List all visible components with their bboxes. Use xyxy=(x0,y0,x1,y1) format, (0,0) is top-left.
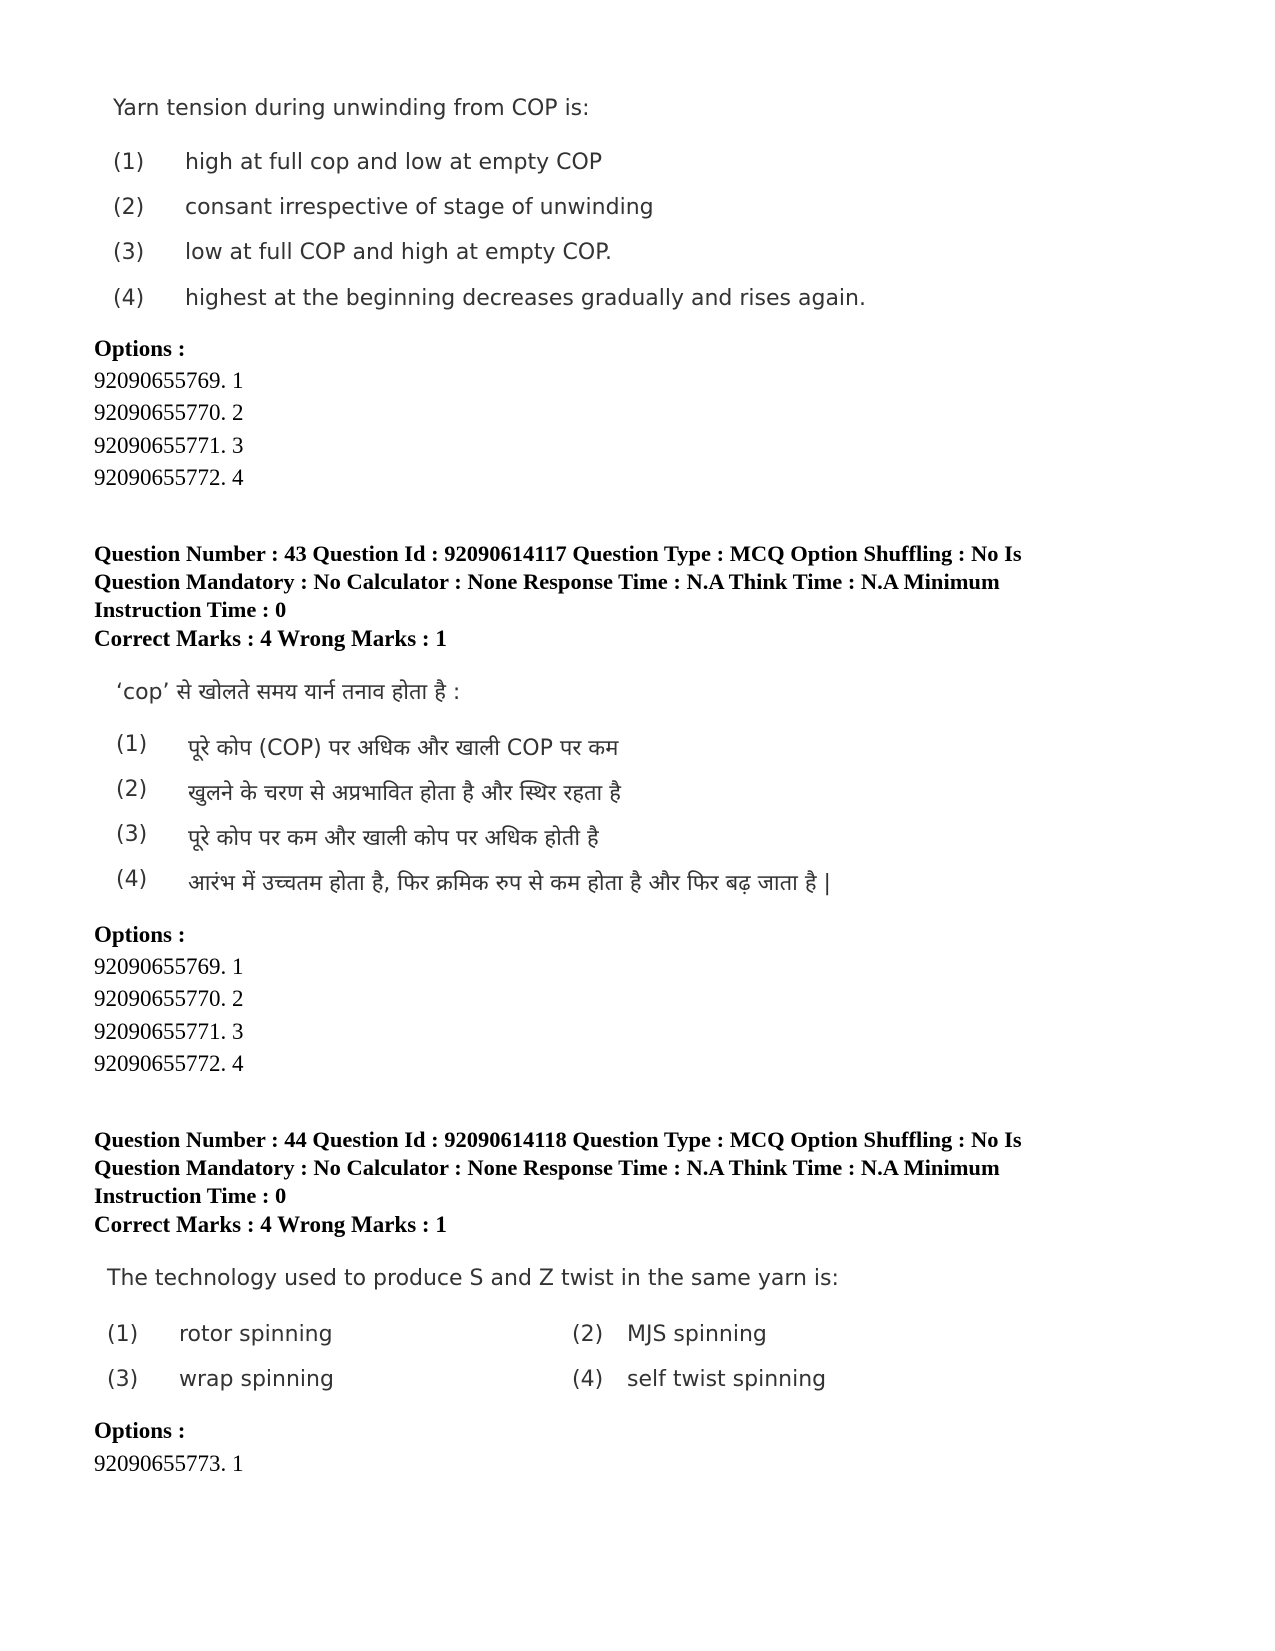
question-44-option-id-1: 92090655773. 1 xyxy=(94,1451,244,1476)
choice-text: high at full cop and low at empty COP xyxy=(185,150,603,175)
question-44-stem: The technology used to produce S and Z twist in the same yarn is: xyxy=(107,1266,839,1291)
question-43-choice-1 xyxy=(116,732,1016,762)
meta-line: Question Mandatory : No Calculator : None Response Time : N.A Think Time : N.A Minimum xyxy=(94,1155,1000,1180)
question-44-choice-2 xyxy=(572,1322,972,1350)
choice-text: rotor spinning xyxy=(179,1322,333,1347)
question-44-choice-4 xyxy=(572,1367,972,1395)
meta-line: Instruction Time : 0 xyxy=(94,597,287,622)
question-42-choice-2 xyxy=(113,195,913,223)
choice-text: wrap spinning xyxy=(179,1367,334,1392)
question-43-meta xyxy=(94,540,1194,624)
choice-text: self twist spinning xyxy=(627,1367,827,1392)
question-42-stem: Yarn tension during unwinding from COP is: xyxy=(113,96,590,121)
question-42-option-id-1: 92090655769. 1 xyxy=(94,368,244,393)
question-42-option-id-2: 92090655770. 2 xyxy=(94,400,244,425)
meta-line: Question Mandatory : No Calculator : None Response Time : N.A Think Time : N.A Minimum xyxy=(94,569,1000,594)
question-43-option-id-4: 92090655772. 4 xyxy=(94,1051,244,1076)
question-43-choice-3 xyxy=(116,822,1016,852)
question-44-choice-1 xyxy=(107,1322,507,1350)
choice-text: पूरे कोप पर कम और खाली कोप पर अधिक होती है xyxy=(188,826,599,851)
question-43-options-label: Options : xyxy=(94,922,186,947)
choice-text: पूरे कोप (COP) पर अधिक और खाली COP पर कम xyxy=(188,736,619,761)
choice-number: (1) xyxy=(113,150,145,175)
choice-text: खुलने के चरण से अप्रभावित होता है और स्थिर रहता है xyxy=(188,781,621,806)
choice-number: (4) xyxy=(113,286,145,311)
meta-line: Question Number : 43 Question Id : 92090614117 Question Type : MCQ Option Shuffling : No Is xyxy=(94,541,1022,566)
question-44-options-label: Options : xyxy=(94,1418,186,1443)
question-42-option-id-4: 92090655772. 4 xyxy=(94,465,244,490)
choice-number: (3) xyxy=(116,822,148,847)
choice-number: (1) xyxy=(107,1322,139,1347)
question-44-meta xyxy=(94,1126,1194,1210)
question-42-choice-3 xyxy=(113,240,913,268)
question-43-option-id-1: 92090655769. 1 xyxy=(94,954,244,979)
question-42-option-id-3: 92090655771. 3 xyxy=(94,433,244,458)
question-44-choice-3 xyxy=(107,1367,507,1395)
question-42-choice-1 xyxy=(113,150,913,178)
choice-number: (3) xyxy=(113,240,145,265)
choice-text: MJS spinning xyxy=(627,1322,767,1347)
question-42-choice-4 xyxy=(113,286,1013,314)
choice-number: (2) xyxy=(116,777,148,802)
choice-text: highest at the beginning decreases gradually and rises again. xyxy=(185,286,866,311)
choice-number: (4) xyxy=(116,867,148,892)
meta-line: Question Number : 44 Question Id : 92090614118 Question Type : MCQ Option Shuffling : No Is xyxy=(94,1127,1022,1152)
question-43-option-id-2: 92090655770. 2 xyxy=(94,986,244,1011)
question-43-marks: Correct Marks : 4 Wrong Marks : 1 xyxy=(94,626,447,651)
choice-text: आरंभ में उच्चतम होता है, फिर क्रमिक रुप से कम होता है और फिर बढ़ जाता है | xyxy=(188,871,831,896)
question-43-stem: ‘cop’ से खोलते समय यार्न तनाव होता है : xyxy=(116,680,461,705)
choice-number: (3) xyxy=(107,1367,139,1392)
question-43-choice-4 xyxy=(116,867,1166,897)
choice-number: (2) xyxy=(113,195,145,220)
choice-number: (4) xyxy=(572,1367,604,1392)
choice-number: (1) xyxy=(116,732,148,757)
question-44-marks: Correct Marks : 4 Wrong Marks : 1 xyxy=(94,1212,447,1237)
choice-text: low at full COP and high at empty COP. xyxy=(185,240,613,265)
meta-line: Instruction Time : 0 xyxy=(94,1183,287,1208)
question-42-options-label: Options : xyxy=(94,336,186,361)
question-43-choice-2 xyxy=(116,777,1016,807)
choice-text: consant irrespective of stage of unwinding xyxy=(185,195,654,220)
choice-number: (2) xyxy=(572,1322,604,1347)
question-43-option-id-3: 92090655771. 3 xyxy=(94,1019,244,1044)
